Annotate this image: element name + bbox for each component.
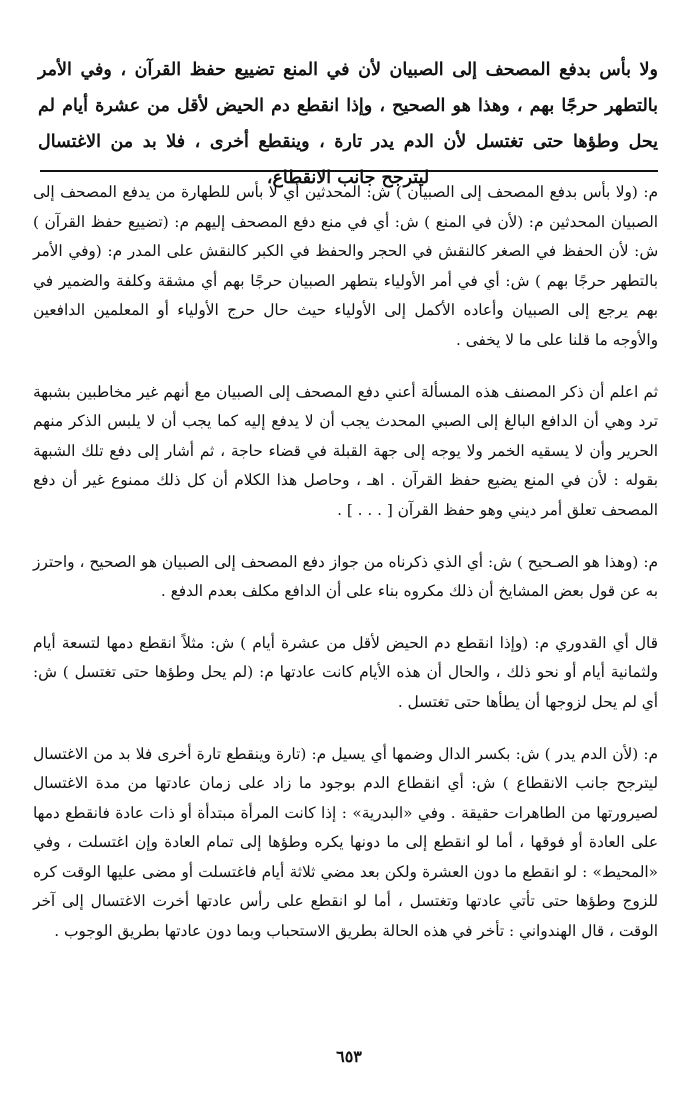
commentary xyxy=(33,178,658,969)
commentary-paragraph: م: (ولا بأس بدفع المصحف إلى الصبيان ) ش: المحدثين أي لا بأس للطهارة من يدفع المصحف إلى الصبيان المحدثين م: (لأن في المنع ) ش: أي في منع دفع المصحف إليهم م: (تضييع حفظ القرآن ) ش: لأن الحفظ في الصغر كالنقش في الحجر والحفظ في الكبر كالنقش على المدر م: (وفي الأمر بالتطهر حرجًا بهم ) ش: أي في أمر الأولياء بتطهر الصبيان حرجًا بهم أي مشقة وكلفة والضمير في بهم يرجع إلى الصبيان وأعاده الأكمل إلى الأولياء حيث حال حرج الأولياء أو المعلمين الدافعين والأوجه ما قلنا على ما لا يخفى . xyxy=(33,183,658,349)
commentary-paragraph: ثم اعلم أن ذكر المصنف هذه المسألة أعني دفع المصحف إلى الصبيان مع أنهم غير مخاطبين بشبهة ترد وهي أن الدافع البالغ إلى الصبي المحدث يجب أن لا يدفع إليه كما يجب أن لا يلبس الذكر منهم الحرير وأن لا يسقيه الخمر ولا يوجه إلى جهة القبلة في قضاء حاجة ، ثم أشار إلى دفع تلك الشبهة بقوله : لأن في المنع يضيع حفظ القرآن . اهـ ، وحاصل هذا الكلام أن كل ذلك ممنوع غير أن دفع المصحف تعلق أمر ديني وهو حفظ القرآن [ . . . ] . xyxy=(33,382,658,519)
page-number: ٦٥٣ xyxy=(336,1047,362,1066)
separator-rule xyxy=(40,170,658,172)
commentary-paragraph: م: (وهذا هو الصـحيح ) ش: أي الذي ذكرناه من جواز دفع المصحف إلى الصبيان هو الصحيح ، واحترز به عن قول بعض المشايخ أن ذلك مكروه بناء على أن الدافع مكلف بعدم الدفع . xyxy=(33,552,658,601)
commentary-paragraph: م: (لأن الدم يدر ) ش: بكسر الدال وضمها أي يسيل م: (تارة وينقطع تارة أخرى فلا بد من الاغتسال ليترجح جانب الانقطاع ) ش: أي انقطاع الدم بوجود ما زاد على زمان عادتها من مدة الاغتسال لصيرورتها من الطاهرات حقيقة . وفي «البدرية» : إذا كانت المرأة مبتدأة أو ذات عادة فانقطع دمها على العادة أو فوقها ، أما لو انقطع إلى ما دونها يكره وطؤها إلى تمام العادة وإن اغتسلت ، وفي «المحيط» : لو انقطع ما دون العشرة ولكن بعد مضي ثلاثة أيام فاغتسلت أو مضى عليها الوقت كره للزوج وطؤها حتى تأتي عادتها وتغتسل ، أما لو انقطع على رأس عادتها أخرت الاغتسال إلى آخر الوقت ، قال الهندواني : تأخر في هذه الحالة بطريق الاستحباب وبما دون عادتها بطريق الوجوب . xyxy=(33,744,658,941)
matn-text: ولا بأس بدفع المصحف إلى الصبيان لأن في المنع تضييع حفظ القرآن ، وفي الأمر بالتطهر حرجًا بهم ، وهذا هو الصحيح ، وإذا انقطع دم الحيض لأقل من عشرة أيام لم يحل وطؤها حتى تغتسل لأن الدم يدر تارة ، وينقطع أخرى ، فلا بد من الاغتسال ليترجح جانب الانقطاع، xyxy=(38,60,658,188)
commentary-paragraph: قال أي القدوري م: (وإذا انقطع دم الحيض لأقل من عشرة أيام ) ش: مثلاً انقطع دمها لتسعة أيام ولثمانية أيام أو نحو ذلك ، والحال أن هذه الأيام كانت عادتها م: (لم يحل وطؤها حتى تغتسل ) ش: أي لم يحل لزوجها أن يطأها حتى تغتسل . xyxy=(33,633,658,711)
